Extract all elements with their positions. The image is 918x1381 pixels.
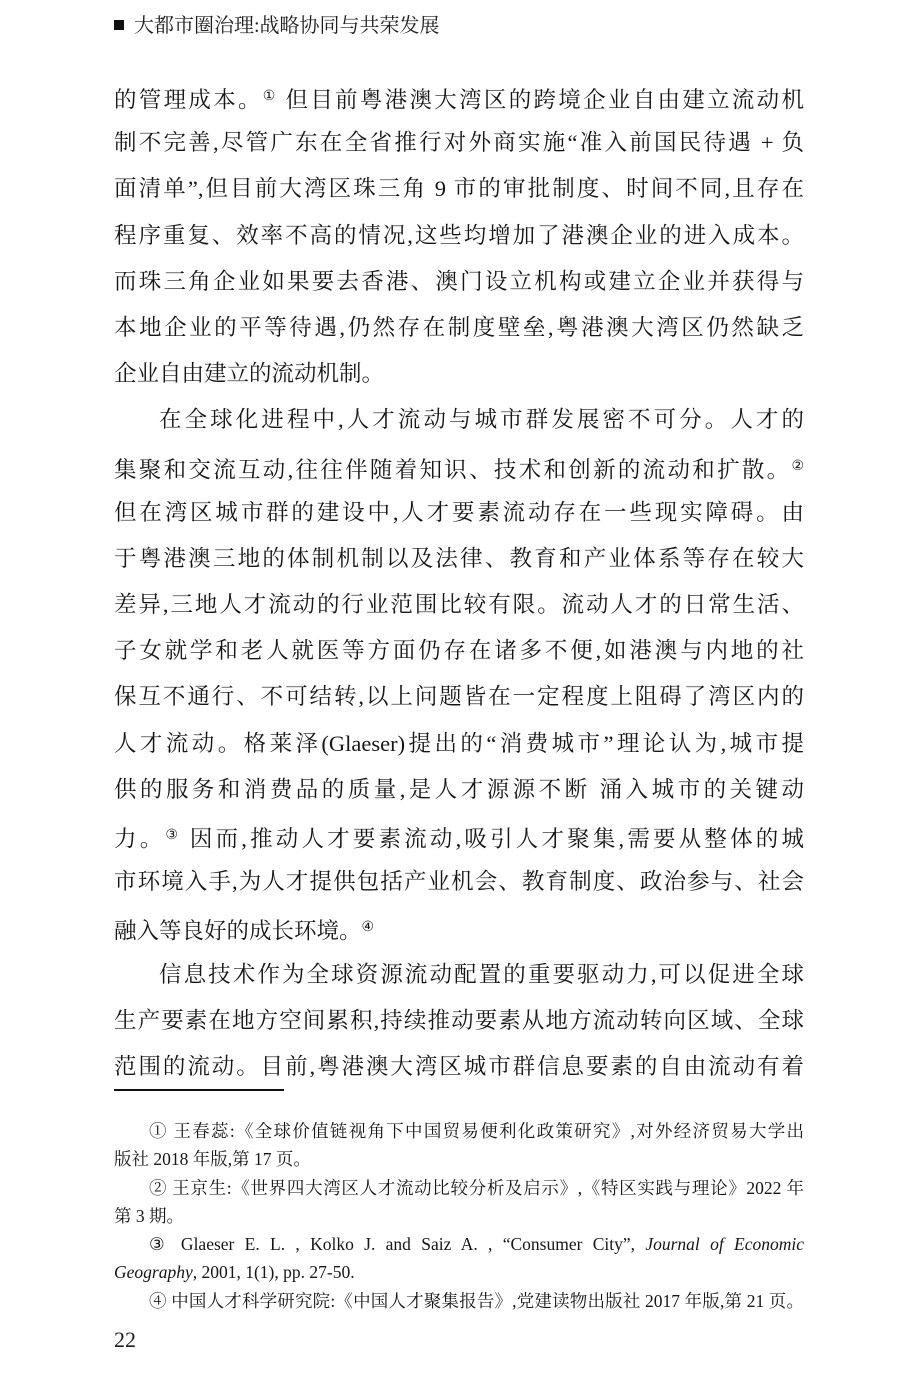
body-line	[114, 859, 804, 905]
footnote-line	[114, 1117, 804, 1145]
body-line	[114, 674, 804, 720]
text-segment: 人才流动。格莱泽(Glaeser)提出的“消费城市”理论认为,城市提	[114, 730, 804, 756]
footnote-line	[114, 1287, 804, 1315]
text-segment: ④ 中国人才科学研究院:《中国人才聚集报告》,党建读物出版社 2017 年版,第 21 页。	[149, 1290, 804, 1311]
running-header	[114, 13, 440, 39]
footnote-line	[114, 1145, 804, 1173]
footnote-separator	[114, 1089, 284, 1091]
text-segment: 第 3 期。	[114, 1205, 184, 1226]
body-line	[114, 351, 804, 397]
footnote-line	[114, 1230, 804, 1258]
text-segment: 在全球化进程中,人才流动与城市群发展密不可分。人才的	[159, 407, 804, 433]
text-segment: 本地企业的平等待遇,仍然存在制度壁垒,粤港澳大湾区仍然缺乏	[114, 314, 804, 340]
text-segment: 因而,推动人才要素流动,吸引人才聚集,需要从整体的城	[181, 826, 804, 852]
text-segment: 生产要素在地方空间累积,持续推动要素从地方流动转向区域、全球	[114, 1007, 804, 1033]
body-line	[114, 628, 804, 674]
italic-text: Geography	[114, 1262, 193, 1283]
body-line	[114, 444, 804, 490]
body-line	[114, 120, 804, 166]
body-text	[114, 74, 804, 1090]
text-segment: 市环境入手,为人才提供包括产业机会、教育制度、政治参与、社会	[114, 869, 804, 895]
text-segment: 制不完善,尽管广东在全省推行对外商实施“准入前国民待遇 + 负	[114, 130, 804, 156]
section-bullet-icon	[114, 20, 124, 30]
text-segment: 信息技术作为全球资源流动配置的重要驱动力,可以促进全球	[159, 961, 804, 987]
text-segment: 程序重复、效率不高的情况,这些均增加了港澳企业的进入成本。	[114, 222, 804, 248]
text-segment: 但在湾区城市群的建设中,人才要素流动存在一些现实障碍。由	[114, 499, 804, 525]
body-line	[114, 213, 804, 259]
page-number: 22	[114, 1327, 136, 1352]
text-segment: 保互不通行、不可结转,以上问题皆在一定程度上阻碍了湾区内的	[114, 684, 804, 710]
text-segment: 子女就学和老人就医等方面仍存在诸多不便,如港澳与内地的社	[114, 638, 804, 664]
footnote-ref-marker: ①	[262, 89, 278, 104]
body-line	[114, 721, 804, 767]
text-segment: ② 王京生:《世界四大湾区人才流动比较分析及启示》,《特区实践与理论》2022 年	[149, 1177, 804, 1198]
text-segment: 供的服务和消费品的质量,是人才源源不断 涌入城市的关键动	[114, 776, 804, 802]
text-segment: 的管理成本。	[114, 87, 263, 113]
text-segment: 差异,三地人才流动的行业范围比较有限。流动人才的日常生活、	[114, 592, 804, 618]
body-line	[114, 998, 804, 1044]
body-line	[114, 582, 804, 628]
text-segment: 面清单”,但目前大湾区珠三角 9 市的审批制度、时间不同,且存在	[114, 176, 804, 202]
body-line	[114, 905, 804, 951]
italic-text: Journal of Economic	[645, 1234, 804, 1255]
text-segment: ① 王春蕊:《全球价值链视角下中国贸易便利化政策研究》,对外经济贸易大学出	[149, 1121, 804, 1141]
text-segment: 融入等良好的成长环境。	[114, 919, 362, 945]
footnotes	[114, 1117, 804, 1315]
footnote-line	[114, 1202, 804, 1230]
body-line	[114, 536, 804, 582]
body-line	[114, 490, 804, 536]
text-segment: , 2001, 1(1), pp. 27-50.	[192, 1262, 355, 1283]
text-segment: 于粤港澳三地的体制机制以及法律、教育和产业体系等存在较大	[114, 545, 804, 571]
body-line	[114, 397, 804, 443]
body-line	[114, 305, 804, 351]
body-line	[114, 813, 804, 859]
running-header-title: 大都市圈治理:战略协同与共荣发展	[134, 15, 440, 37]
text-segment: 但目前粤港澳大湾区的跨境企业自由建立流动机	[277, 87, 804, 113]
text-segment: 而珠三角企业如果要去香港、澳门设立机构或建立企业并获得与	[114, 268, 804, 294]
footnote-line	[114, 1174, 804, 1202]
footnote-ref-marker: ②	[791, 458, 804, 474]
footnote-ref-marker: ③	[165, 828, 182, 843]
body-line	[114, 952, 804, 998]
text-segment: ③ Glaeser E. L. , Kolko J. and Saiz A. , “Consumer City”,	[149, 1234, 646, 1255]
body-line	[114, 74, 804, 120]
body-line	[114, 767, 804, 813]
text-segment: 集聚和交流互动,往往伴随着知识、技术和创新的流动和扩散。	[114, 457, 792, 483]
body-line	[114, 259, 804, 305]
footnote-ref-marker: ④	[361, 920, 375, 936]
body-line	[114, 1044, 804, 1090]
text-segment: 范围的流动。目前,粤港澳大湾区城市群信息要素的自由流动有着	[114, 1053, 804, 1079]
text-segment: 企业自由建立的流动机制。	[114, 361, 385, 387]
text-segment: 版社 2018 年版,第 17 页。	[114, 1149, 311, 1170]
footnote-line	[114, 1258, 804, 1286]
text-segment: 力。	[114, 826, 166, 852]
body-line	[114, 166, 804, 212]
